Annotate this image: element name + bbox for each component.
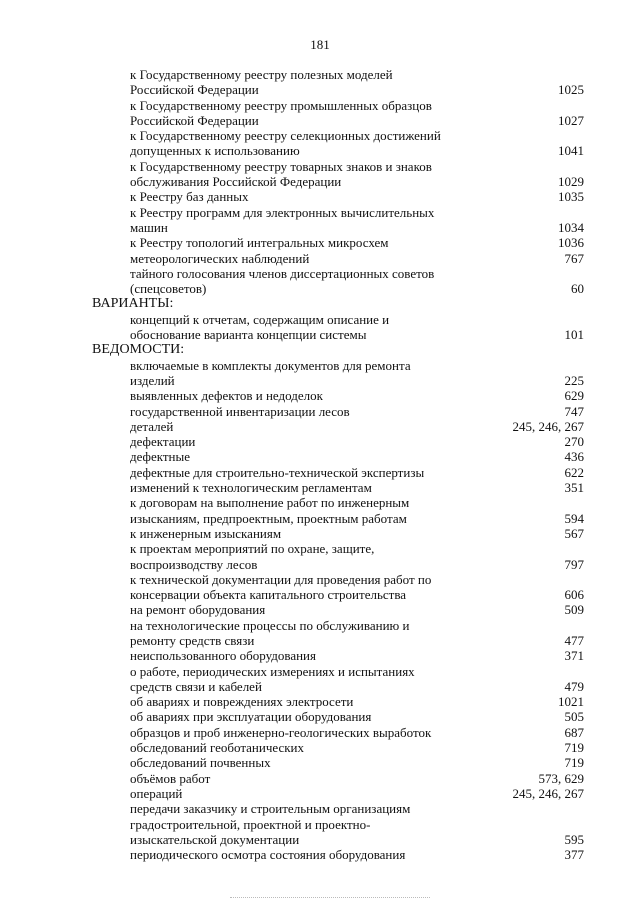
scan-footer-mark — [230, 897, 430, 899]
index-entry — [0, 725, 640, 740]
entry-text: дефектные для строительно-технической экспертизы — [130, 464, 425, 480]
entry-text: к Государственному реестру промышленных образцов Российской Федерации — [130, 97, 432, 128]
entry-page-refs: 1034 — [558, 219, 584, 235]
entry-page-refs: 1021 — [558, 694, 584, 710]
entry-page-refs: 245, 246, 267 — [512, 418, 584, 434]
index-entry — [0, 526, 640, 541]
entry-text: деталей — [130, 418, 174, 434]
entry-text: к Реестру программ для электронных вычислительных машин — [130, 204, 435, 235]
entry-text: изменений к технологическим регламентам — [130, 480, 372, 496]
entry-text: дефектные — [130, 449, 191, 465]
index-entry — [0, 358, 640, 389]
entry-text: концепций к отчетам, содержащим описание и обоснование варианта концепции системы — [130, 311, 390, 343]
entry-text: к договорам на выполнение работ по инженерным изысканиям, предпроектным, проектным работам — [130, 495, 410, 526]
index-entry — [0, 205, 640, 236]
entry-text: к Государственному реестру товарных знаков и знаков обслуживания Российской Федерации — [130, 158, 432, 190]
index-entry — [0, 419, 640, 434]
entry-text: передачи заказчику и строительным организациям градостроительной, проектной и проектно-изыскательской документации — [130, 801, 411, 847]
entry-text: неиспользованного оборудования — [130, 648, 316, 664]
entry-text: операций — [130, 785, 183, 801]
index-entry — [0, 434, 640, 449]
entry-text: обследований геоботанических — [130, 740, 305, 756]
index-entry — [0, 755, 640, 770]
entry-text: об авариях при эксплуатации оборудования — [130, 709, 372, 725]
entry-page-refs: 351 — [564, 480, 584, 496]
entry-text: периодического осмотра состояния оборудования — [130, 847, 406, 863]
index-entry — [0, 572, 640, 603]
entry-text: к Государственному реестру полезных моделей Российской Федерации — [130, 67, 393, 98]
entry-text: тайного голосования членов диссертационных советов (спецсоветов) — [130, 265, 435, 297]
entry-text: ВЕДОМОСТИ: — [92, 342, 185, 358]
index-entry — [0, 312, 640, 343]
index-entry — [0, 786, 640, 801]
index-entry — [0, 128, 640, 159]
entry-page-refs: 1029 — [558, 174, 584, 190]
index-entry — [0, 664, 640, 695]
entry-page-refs: 377 — [564, 847, 584, 863]
entry-text: на технологические процессы по обслуживанию и ремонту средств связи — [130, 617, 410, 648]
entry-page-refs: 245, 246, 267 — [512, 785, 584, 801]
entry-page-refs: 1027 — [558, 112, 584, 128]
entry-text: к инженерным изысканиям — [130, 525, 282, 541]
entry-page-refs: 719 — [564, 755, 584, 771]
entry-page-refs: 477 — [564, 632, 584, 648]
entry-page-refs: 573, 629 — [538, 770, 584, 786]
index-entry — [0, 541, 640, 572]
entry-text: объёмов работ — [130, 770, 211, 786]
entry-page-refs: 767 — [564, 250, 584, 266]
index-entry — [0, 235, 640, 250]
index-entry — [0, 847, 640, 862]
entry-page-refs: 594 — [564, 510, 584, 526]
entry-text: об авариях и повреждениях электросети — [130, 694, 354, 710]
entry-page-refs: 101 — [564, 327, 584, 343]
index-entry — [0, 771, 640, 786]
index-entry — [0, 266, 640, 297]
entry-page-refs: 622 — [564, 464, 584, 480]
entry-page-refs: 567 — [564, 525, 584, 541]
index-entry — [0, 98, 640, 129]
entry-page-refs: 595 — [564, 831, 584, 847]
entry-text: включаемые в комплекты документов для ремонта изделий — [130, 357, 411, 388]
entry-text: дефектации — [130, 434, 196, 450]
entry-page-refs: 719 — [564, 740, 584, 756]
entry-page-refs: 270 — [564, 434, 584, 450]
index-entry — [0, 67, 640, 98]
index-entry — [0, 801, 640, 847]
index-entry — [0, 618, 640, 649]
index-entry — [0, 449, 640, 464]
entry-page-refs: 1025 — [558, 82, 584, 98]
entry-page-refs: 1035 — [558, 189, 584, 205]
index-entry — [0, 251, 640, 266]
entry-text: к Государственному реестру селекционных достижений допущенных к использованию — [130, 128, 441, 159]
section-heading — [0, 342, 640, 357]
entry-text: к Реестру топологий интегральных микросхем — [130, 235, 389, 251]
entry-page-refs: 797 — [564, 556, 584, 572]
section-heading — [0, 296, 640, 311]
index-entry — [0, 648, 640, 663]
entry-text: обследований почвенных — [130, 755, 271, 771]
entry-page-refs: 687 — [564, 724, 584, 740]
index-entry — [0, 465, 640, 480]
index-entry — [0, 480, 640, 495]
index-entry — [0, 495, 640, 526]
index-entry — [0, 159, 640, 190]
index-list — [0, 67, 640, 862]
entry-page-refs: 60 — [571, 281, 584, 297]
entry-page-refs: 371 — [564, 648, 584, 664]
index-entry — [0, 709, 640, 724]
entry-text: выявленных дефектов и недоделок — [130, 388, 323, 404]
entry-text: метеорологических наблюдений — [130, 250, 310, 266]
page-number: 181 — [310, 37, 330, 52]
entry-page-refs: 436 — [564, 449, 584, 465]
index-entry — [0, 404, 640, 419]
entry-page-refs: 505 — [564, 709, 584, 725]
entry-text: ВАРИАНТЫ: — [92, 296, 174, 312]
entry-page-refs: 629 — [564, 388, 584, 404]
entry-text: о работе, периодических измерениях и испытаниях средств связи и кабелей — [130, 663, 415, 694]
index-entry — [0, 189, 640, 204]
entry-page-refs: 1041 — [558, 143, 584, 159]
entry-text: к технической документации для проведения работ по консервации объекта капитального строительства — [130, 571, 432, 603]
entry-text: на ремонт оборудования — [130, 602, 266, 618]
index-entry — [0, 602, 640, 617]
entry-text: государственной инвентаризации лесов — [130, 403, 350, 419]
entry-page-refs: 509 — [564, 602, 584, 618]
index-entry — [0, 740, 640, 755]
entry-text: образцов и проб инженерно-геологических выработок — [130, 724, 432, 740]
entry-text: к Реестру баз данных — [130, 189, 249, 205]
index-entry — [0, 694, 640, 709]
entry-page-refs: 225 — [564, 372, 584, 388]
entry-page-refs: 747 — [564, 403, 584, 419]
entry-page-refs: 479 — [564, 678, 584, 694]
entry-page-refs: 606 — [564, 587, 584, 603]
entry-text: к проектам мероприятий по охране, защите, воспроизводству лесов — [130, 541, 375, 572]
entry-page-refs: 1036 — [558, 235, 584, 251]
index-entry — [0, 388, 640, 403]
